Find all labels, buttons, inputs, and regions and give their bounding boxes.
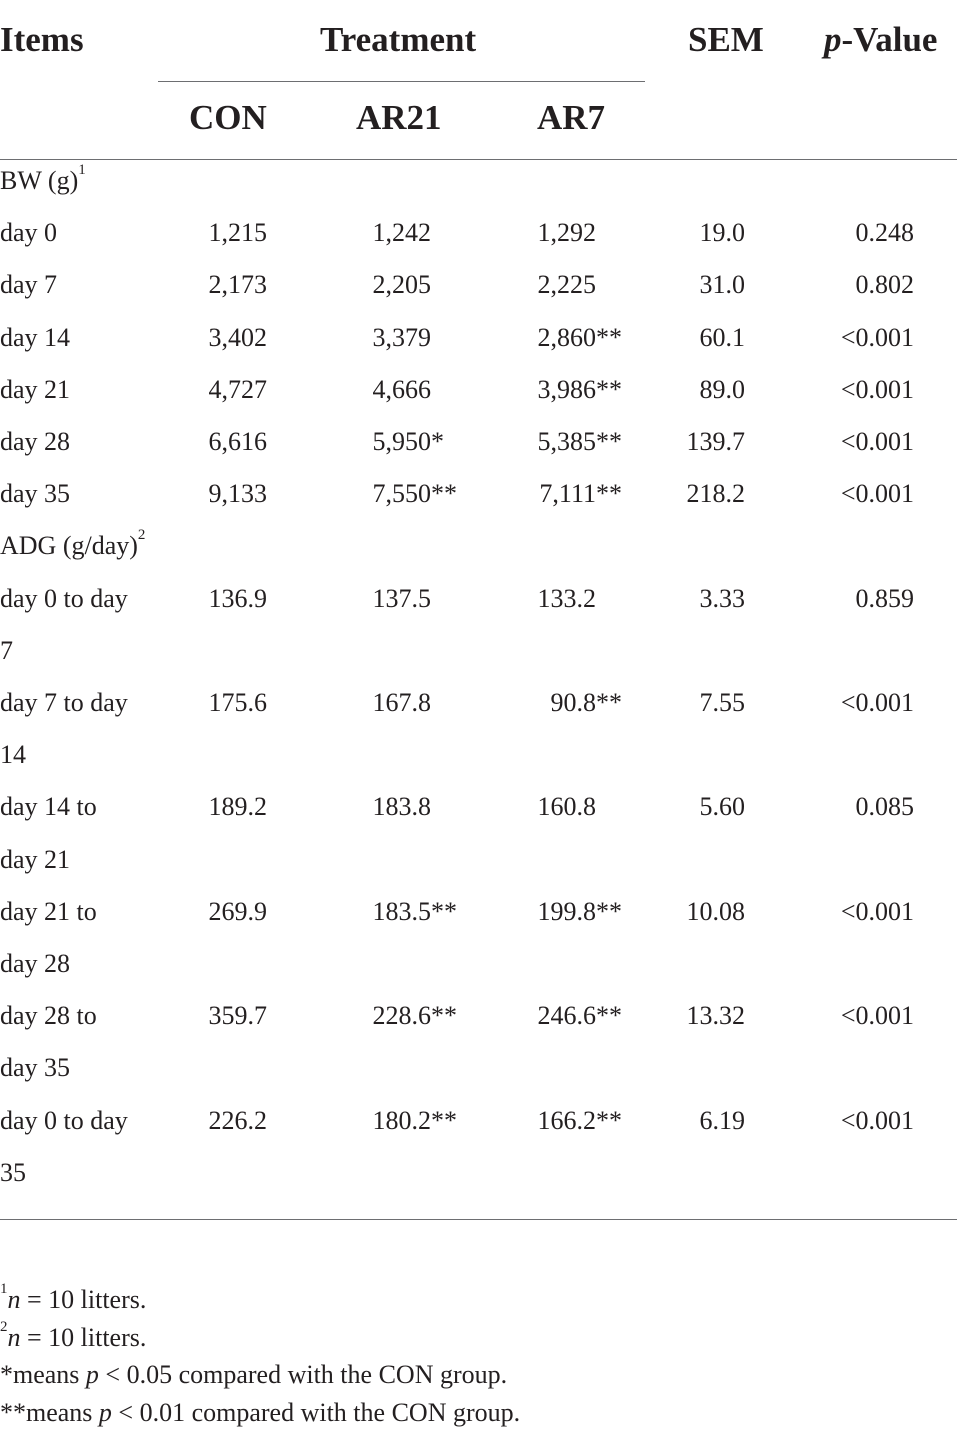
header-pvalue [824,20,937,60]
section-label-text: BW (g) [0,166,79,195]
cell-ar7: 2,225 [537,270,596,300]
cell-ar7: 2,860** [537,322,622,352]
cell-con: 136.9 [208,583,267,613]
cell-con: 269.9 [208,896,267,926]
cell-ar21: 228.6** [372,1001,457,1031]
cell-ar21: 2,205 [372,270,431,300]
cell-con: 9,133 [208,479,267,509]
header-items: Items [0,20,84,59]
row-label: 7 [0,635,13,665]
cell-ar7: 3,986** [537,374,622,404]
footnote-text: < 0.01 compared with the CON group. [111,1398,521,1427]
cell-sem: 3.33 [699,583,745,613]
cell-ar7: 160.8 [537,792,596,822]
section-label [0,527,146,561]
cell-con: 1,215 [208,218,267,248]
cell-ar21: 3,379 [372,322,431,352]
cell-con: 175.6 [208,688,267,717]
cell-con: 3,402 [208,322,267,352]
cell-sem: 60.1 [699,322,745,352]
footnote-3 [0,1360,507,1390]
cell-ar7: 133.2 [537,583,596,613]
cell-ar21: 137.5 [372,583,431,613]
section-label-footnote-mark: 2 [137,527,146,544]
row-label: day 28 to [0,1001,97,1031]
cell-ar7: 246.6** [537,1001,622,1031]
row-label: day 14 [0,322,71,352]
footnote-italic: p [98,1398,112,1427]
cell-sem: 31.0 [699,270,745,300]
cell-p: <0.001 [840,322,914,352]
footnote-text: = 10 litters. [20,1323,147,1352]
cell-ar7: 199.8** [537,896,622,926]
row-label: day 21 [0,844,71,874]
header-ar7: AR7 [537,98,606,137]
cell-ar7: 166.2** [537,1105,622,1135]
cell-ar7: 90.8** [550,688,622,717]
cell-con: 6,616 [208,427,267,456]
cell-p: <0.001 [840,374,914,404]
cell-p: 0.802 [855,270,914,300]
cell-p: <0.001 [840,427,914,456]
row-label: day 0 to day [0,1105,128,1135]
cell-ar7: 7,111** [539,479,622,509]
cell-ar21: 167.8 [372,688,431,717]
header-con: CON [189,98,267,137]
section-label-footnote-mark: 1 [78,162,86,178]
row-label: day 21 [0,374,71,404]
row-label: 35 [0,1157,26,1187]
footnote-mark: 1 [0,1281,8,1297]
footnote-prefix: **means [0,1398,99,1427]
cell-con: 359.7 [208,1001,267,1031]
cell-ar21: 5,950* [372,427,444,456]
cell-sem: 139.7 [686,427,745,456]
footnote-text: = 10 litters. [20,1285,147,1314]
cell-sem: 13.32 [686,1001,745,1031]
cell-ar7: 1,292 [537,218,596,248]
header-ar21: AR21 [356,98,442,137]
cell-p: <0.001 [840,479,914,509]
cell-ar21: 4,666 [372,374,431,404]
cell-p: <0.001 [840,1001,914,1031]
footnote-prefix: *means [0,1360,86,1389]
cell-ar7: 5,385** [537,427,622,456]
row-label: 14 [0,740,26,770]
cell-p: <0.001 [840,688,914,717]
footnote-text: < 0.05 compared with the CON group. [98,1360,508,1389]
row-label: day 28 [0,949,71,978]
row-label: day 7 to day [0,688,128,717]
cell-sem: 6.19 [699,1105,745,1135]
cell-con: 2,173 [208,270,267,300]
cell-con: 226.2 [208,1105,267,1135]
header-pvalue-italic: p [824,20,842,59]
footnote-italic: p [85,1360,99,1389]
cell-p: 0.859 [855,583,914,613]
row-label: day 21 to [0,896,97,926]
row-label: day 35 [0,1053,71,1083]
section-label [0,162,86,196]
row-label: day 35 [0,479,71,509]
cell-ar21: 180.2** [372,1105,457,1135]
footnote-1 [0,1281,147,1315]
footnote-mark: 2 [0,1319,8,1335]
cell-p: <0.001 [840,896,914,926]
row-label: day 0 [0,218,58,248]
row-label: day 7 [0,270,58,300]
header-pvalue-rest: -Value [841,20,938,59]
cell-sem: 19.0 [699,218,745,248]
cell-ar21: 7,550** [372,479,457,509]
header-rule [0,159,957,160]
cell-sem: 10.08 [686,896,745,926]
cell-p: 0.248 [855,218,914,248]
cell-sem: 89.0 [699,374,745,404]
cell-p: <0.001 [840,1105,914,1135]
cell-con: 189.2 [208,792,267,822]
row-label: day 28 [0,427,71,456]
cell-ar21: 183.5** [372,896,457,926]
cell-p: 0.085 [855,792,914,822]
cell-con: 4,727 [208,374,267,404]
footnote-italic: n [7,1323,21,1352]
footnote-italic: n [7,1285,21,1314]
header-sem: SEM [688,20,764,59]
footnote-4 [0,1398,520,1428]
cell-ar21: 183.8 [372,792,431,822]
footnote-2 [0,1319,147,1353]
cell-ar21: 1,242 [372,218,431,248]
treatment-rule [158,81,645,82]
row-label: day 14 to [0,792,97,822]
cell-sem: 5.60 [699,792,745,822]
cell-sem: 218.2 [686,479,745,509]
header-treatment: Treatment [320,20,477,59]
bottom-rule [0,1219,957,1220]
row-label: day 0 to day [0,583,128,613]
section-label-text: ADG (g/day) [0,531,138,561]
cell-sem: 7.55 [699,688,745,717]
